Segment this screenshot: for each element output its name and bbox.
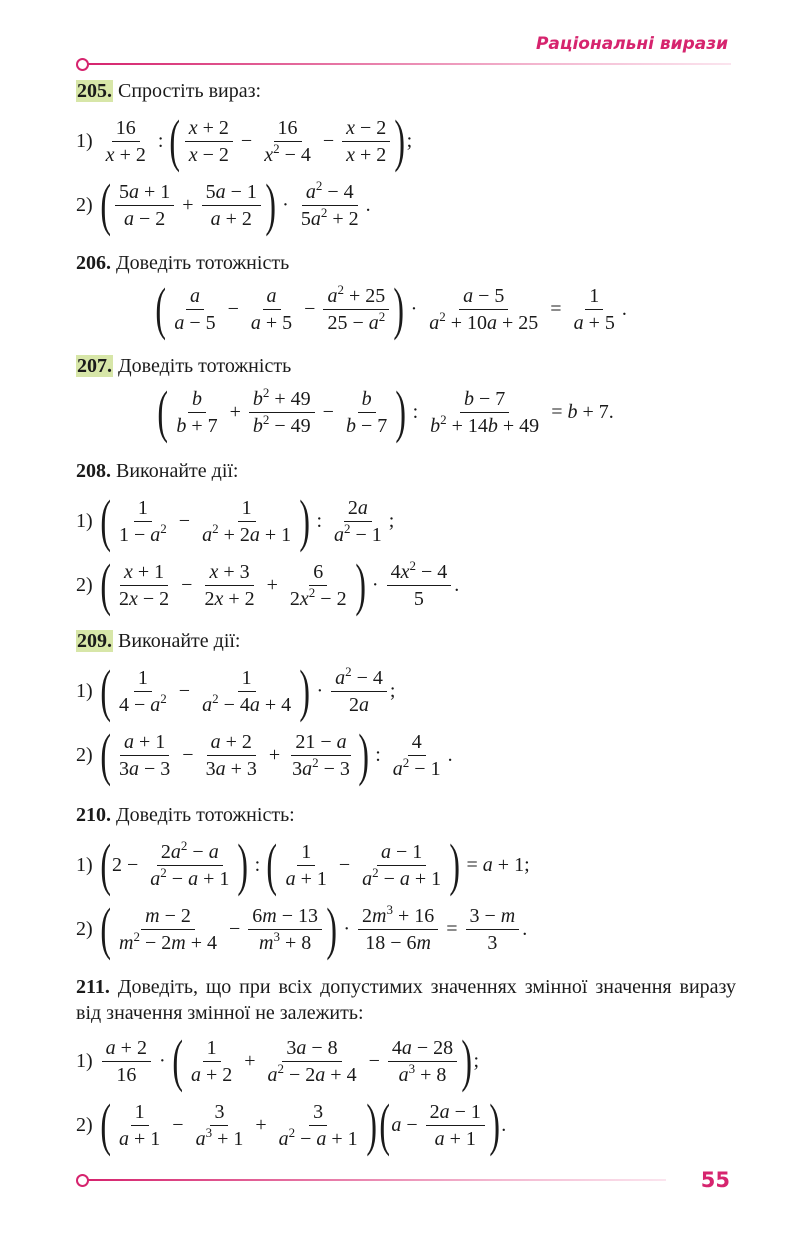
problem-210 [76, 802, 736, 961]
problem-number: 208. [76, 460, 111, 482]
expression-2: 2) ( $\frac{1}{a + 1}$ − $\frac{3}{a^3 + 1}$ + $\frac{3}{a^2 - a + 1}$ ) ( a − $\frac{2a - 1}{a + 1}$ ) . [76, 1092, 507, 1157]
problem-statement: Доведіть тотожність [118, 355, 292, 377]
expression-2: 2) ( $\frac{m - 2}{m^2 - 2m + 4}$ − $\frac{6m - 13}{m^3 + 8}$ ) · $\frac{2m^3 + 16}{18 - 6m}$ = $\frac{3 - m}{3}$ . [76, 896, 528, 961]
footer-rule [76, 1174, 666, 1186]
problem-statement: Доведіть тотожність [116, 252, 290, 274]
expression-2: 2) ( $\frac{5a + 1}{a - 2}$ + $\frac{5a - 1}{a + 2}$ ) · $\frac{a^2 - 4}{5a^2 + 2}$ . [76, 172, 371, 237]
item-label: 2) [76, 573, 93, 596]
problem-number: 206. [76, 252, 111, 274]
item-label: 1) [76, 509, 93, 532]
problem-statement: Доведіть, що при всіх допустимих значеннях змінної значення виразу від значення змінної не залежить: [76, 976, 737, 1024]
item-label: 1) [76, 1049, 93, 1072]
item-label: 1) [76, 853, 93, 876]
problem-statement: Доведіть тотожність: [116, 804, 295, 826]
problem-statement: Виконайте дії: [116, 460, 239, 482]
expression-1: 1) $\frac{a + 2}{16}$ · ( $\frac{1}{a + 2}$ + $\frac{3a - 8}{a^2 - 2a + 4}$ − $\frac{4a - 28}{a^3 + 8}$ ) ; [76, 1028, 480, 1093]
item-label: 2) [76, 193, 93, 216]
identity: ( $\frac{b}{b + 7}$ + $\frac{b^2 + 49}{b^2 - 49}$ − $\frac{b}{b - 7}$ ) : $\frac{b - 7}{b^2 + 14b + 49}$ = b + 7. [157, 379, 614, 444]
problem-statement: Спростіть вираз: [118, 80, 262, 102]
expression-2: 2) ( $\frac{x + 1}{2x - 2}$ − $\frac{x + 3}{2x + 2}$ + $\frac{6}{2x^2 - 2}$ ) · $\frac{4x^2 - 4}{5}$ . [76, 552, 460, 617]
problem-209 [76, 628, 736, 787]
problem-206 [76, 250, 736, 341]
expression-2: 2) ( $\frac{a + 1}{3a - 3}$ − $\frac{a + 2}{3a + 3}$ + $\frac{21 - a}{3a^2 - 3}$ ) : $\frac{4}{a^2 - 1}$ . [76, 722, 453, 787]
item-label: 1) [76, 129, 93, 152]
item-label: 2) [76, 917, 93, 940]
problem-number: 210. [76, 804, 111, 826]
expression-1: 1) ( $\frac{1}{1 - a^2}$ − $\frac{1}{a^2 + 2a + 1}$ ) : $\frac{2a}{a^2 - 1}$ ; [76, 488, 395, 553]
item-label: 1) [76, 679, 93, 702]
problem-205 [76, 78, 736, 237]
problem-number: 205. [77, 80, 112, 102]
header-rule [76, 58, 731, 70]
problem-208 [76, 458, 736, 617]
problem-207 [76, 353, 736, 444]
problem-number: 211. [76, 976, 110, 998]
identity: ( $\frac{a}{a - 5}$ − $\frac{a}{a + 5}$ − $\frac{a^2 + 25}{25 - a^2}$ ) · $\frac{a - 5}{a^2 + 10a + 25}$ = $\frac{1}{a + 5}$ . [155, 276, 627, 341]
page-number: 55 [700, 1168, 730, 1192]
section-title: Раціональні вирази [535, 34, 728, 54]
expression-1: 1) ( 2 − $\frac{2a^2 - a}{a^2 - a + 1}$ ) : ( $\frac{1}{a + 1}$ − $\frac{a - 1}{a^2 - a + 1}$ ) = a + 1; [76, 832, 530, 897]
item-label: 2) [76, 743, 93, 766]
problem-number: 207. [77, 355, 112, 377]
expression-1: 1) ( $\frac{1}{4 - a^2}$ − $\frac{1}{a^2 - 4a + 4}$ ) · $\frac{a^2 - 4}{2a}$ ; [76, 658, 396, 723]
problem-statement: Виконайте дії: [118, 630, 241, 652]
problem-number: 209. [77, 630, 112, 652]
problem-211 [76, 974, 737, 1157]
item-label: 2) [76, 1113, 93, 1136]
expression-1: 1) $\frac{16}{x + 2}$ : ( $\frac{x + 2}{x - 2}$ − $\frac{16}{x^2 - 4}$ − $\frac{x - 2}{x + 2}$ ) ; [76, 108, 413, 173]
